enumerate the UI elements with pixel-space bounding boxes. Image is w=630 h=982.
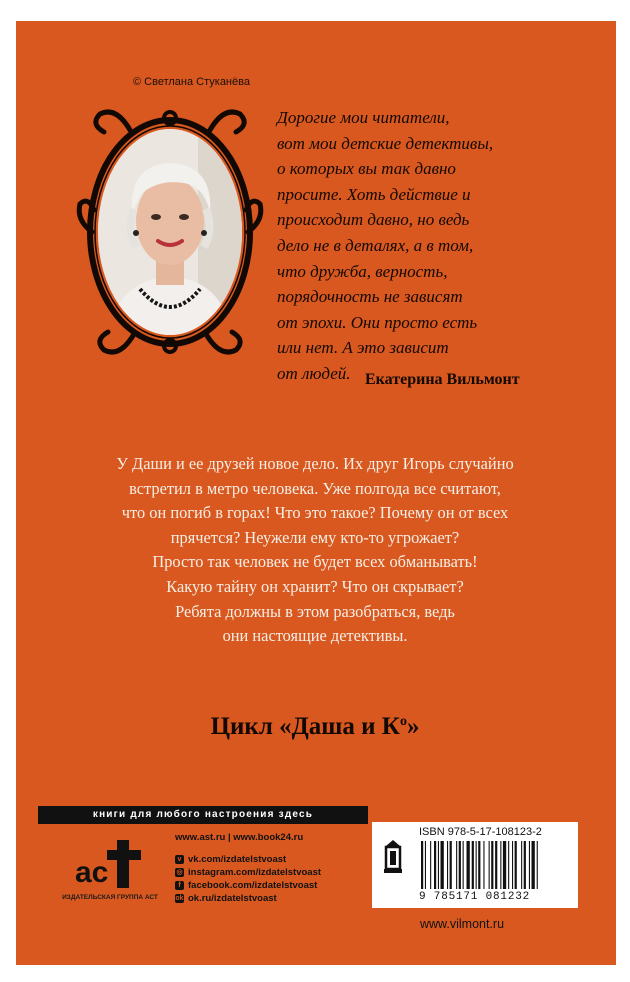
series-title-closing: »	[406, 713, 420, 740]
barcode-bar	[421, 841, 423, 889]
barcode-bar	[524, 841, 526, 889]
social-link-label: vk.com/izdatelstvoast	[188, 854, 287, 865]
barcode-bar	[503, 841, 506, 889]
barcode-bar	[450, 841, 452, 889]
barcode-bar	[459, 841, 461, 889]
blurb-line: Какую тайну он хранит? Что он скрывает?	[166, 576, 464, 596]
barcode-bar	[441, 841, 444, 889]
photo-credit: © Светлана Стуканёва	[133, 76, 250, 88]
barcode-bar	[438, 841, 439, 889]
instagram-icon: ◎	[176, 869, 183, 876]
barcode-bar	[491, 841, 493, 889]
author-signature: Екатерина Вильмонт	[365, 371, 520, 388]
barcode-bar	[521, 841, 522, 889]
series-title-text: Цикл «Даша и К	[210, 713, 400, 740]
social-link-odnoklassniki[interactable]	[175, 892, 321, 905]
social-link-label: facebook.com/izdatelstvoast	[188, 880, 318, 891]
publisher-websites[interactable]: www.ast.ru | www.book24.ru	[175, 832, 304, 843]
book-blurb	[60, 452, 570, 649]
quote-line: вот мои детские детективы,	[277, 133, 494, 153]
svg-text:ac: ac	[75, 856, 109, 889]
blurb-line: Просто так человек не будет всех обманывать!	[152, 552, 478, 572]
publisher-tagline: книги для любого настроения здесь	[38, 806, 368, 824]
barcode-bar	[532, 841, 535, 889]
blurb-line: встретил в метро человека. Уже полгода все считают,	[129, 478, 501, 498]
barcode-bar	[456, 841, 457, 889]
quote-line: дело не в деталях, а в том,	[277, 235, 474, 255]
publisher-logo-caption: ИЗДАТЕЛЬСКАЯ ГРУППА АСТ	[62, 894, 158, 901]
social-link-instagram[interactable]	[175, 866, 321, 879]
barcode-bar	[529, 841, 530, 889]
quote-line: что дружба, верность,	[277, 261, 448, 281]
barcode-bar	[508, 841, 509, 889]
barcode-bar	[434, 841, 436, 889]
barcode-bar	[478, 841, 480, 889]
barcode-bar	[425, 841, 426, 889]
barcode-bar	[489, 841, 490, 889]
odnoklassniki-icon: ok	[175, 895, 184, 902]
barcode-bar	[483, 841, 484, 889]
blurb-line: У Даши и ее друзей новое дело. Их друг Игорь случайно	[116, 454, 514, 473]
barcode-bar	[476, 841, 477, 889]
series-title	[0, 713, 630, 741]
barcode-bar	[430, 841, 431, 889]
barcode-bar	[515, 841, 517, 889]
blurb-line: прячется? Неужели ему кто-то угрожает?	[170, 527, 460, 547]
facebook-icon: f	[175, 881, 184, 890]
quote-line: от людей.	[277, 363, 351, 383]
barcode-bar	[495, 841, 497, 889]
blurb-line: что он погиб в горах! Что это такое? Почему он от всех	[121, 503, 509, 523]
author-portrait-frame	[70, 92, 270, 372]
author-website[interactable]: www.vilmont.ru	[420, 917, 505, 931]
ast-logo-icon	[55, 832, 165, 892]
social-link-label: instagram.com/izdatelstvoast	[188, 867, 322, 878]
barcode-icon	[419, 841, 574, 891]
publisher-logo	[55, 832, 165, 904]
barcode-bar	[472, 841, 474, 889]
quote-line: порядочность не зависят	[277, 287, 463, 307]
quote-line: просите. Хоть действие и	[277, 184, 471, 204]
quote-line: происходит давно, но ведь	[277, 210, 470, 230]
social-link-facebook[interactable]	[175, 879, 321, 892]
social-link-vk[interactable]	[175, 853, 321, 866]
vk-icon: v	[175, 855, 184, 864]
isbn-number: ISBN 978-5-17-108123-2	[419, 826, 542, 838]
barcode-bar	[463, 841, 464, 889]
barcode-bar	[537, 841, 538, 889]
social-link-label: ok.ru/izdatelstvoast	[188, 893, 277, 904]
author-quote	[277, 105, 577, 387]
barcode-bar	[512, 841, 513, 889]
barcode-bar	[467, 841, 470, 889]
ean-number: 9 785171 081232	[419, 891, 531, 903]
lantern-icon	[380, 838, 406, 878]
barcode-bar	[500, 841, 501, 889]
blurb-line: они настоящие детективы.	[222, 626, 408, 646]
quote-line: о которых вы так давно	[277, 159, 456, 179]
blurb-line: Ребята должны в этом разобраться, ведь	[175, 601, 455, 621]
quote-line: или нет. А это зависит	[277, 338, 449, 358]
series-title-superscript: о	[399, 714, 407, 729]
quote-line: от эпохи. Они просто есть	[277, 312, 478, 332]
ornate-frame-outline	[70, 92, 270, 372]
quote-line: Дорогие мои читатели,	[277, 108, 450, 127]
publisher-contacts	[175, 832, 321, 905]
barcode-bar	[447, 841, 448, 889]
